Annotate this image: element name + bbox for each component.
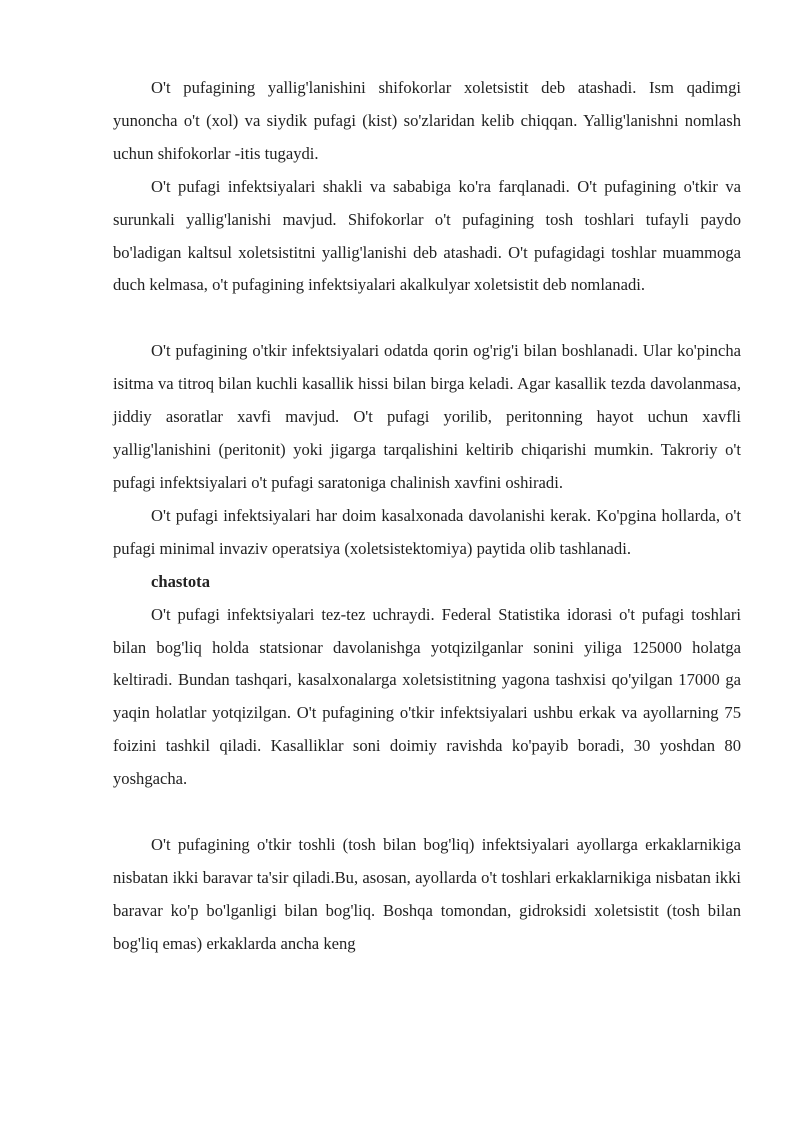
paragraph-types: O't pufagi infektsiyalari shakli va sababiga ko'ra farqlanadi. O't pufagining o'tkir va surunkali yallig'lanishi mavjud. Shifokorlar o't pufagining tosh toshlari tufayli paydo bo'ladigan kaltsul xoletsistitni yallig'lanishi deb atashadi. O't pufagidagi toshlar muammoga duch kelmasa, o't pufagining infektsiyalari akalkulyar xoletsistit deb nomlanadi. [113, 176, 741, 295]
paragraph-gap [113, 302, 741, 335]
paragraph-acute-symptoms: O't pufagining o'tkir infektsiyalari odatda qorin og'rig'i bilan boshlanadi. Ular ko'pincha isitma va titroq bilan kuchli kasallik hissi bilan birga keladi. Agar kasallik tezda davolanmasa, jiddiy asoratlar xavfi mavjud. O't pufagi yorilib, peritonning hayot uchun xavfli yallig'lanishini (peritonit) yoki jigarga tarqalishini keltirib chiqarishi mumkin. Takroriy o't pufagi infektsiyalari o't pufagi saratoniga chalinish xavfini oshiradi. [113, 341, 741, 492]
paragraph-definition: O't pufagining yallig'lanishini shifokorlar xoletsistit deb atashadi. Ism qadimgi yunoncha o't (xol) va siydik pufagi (kist) so'zlaridan kelib chiqqan. Yallig'lanishni nomlash uchun shifokorlar -itis tugaydi. [113, 78, 741, 163]
paragraph-treatment: O't pufagi infektsiyalari har doim kasalxonada davolanishi kerak. Ko'pgina hollarda, o't pufagi minimal invaziv operatsiya (xoletsistektomiya) paytida olib tashlanadi. [113, 505, 741, 558]
paragraph-frequency: O't pufagi infektsiyalari tez-tez uchraydi. Federal Statistika idorasi o't pufagi toshlari bilan bog'liq holda statsionar davolanishga yotqizilganlar sonini yiliga 125000 holatga keltiradi. Bundan tashqari, kasalxonalarga xoletsistitning yagona tashxisi qo'yilgan 17000 ga yaqin holatlar yotqizilgan. O't pufagining o'tkir infektsiyalari ushbu erkak va ayollarning 75 foizini tashkil qiladi. Kasalliklar soni doimiy ravishda ko'payib boradi, 30 yoshdan 80 yoshgacha. [113, 604, 741, 789]
paragraph-gap [113, 796, 741, 829]
section-heading-frequency: chastota [151, 571, 210, 591]
paragraph-gender-difference: O't pufagining o'tkir toshli (tosh bilan bog'liq) infektsiyalari ayollarga erkaklarnikiga nisbatan ikki baravar ta'sir qiladi.Bu, asosan, ayollarda o't toshlari erkaklarnikiga nisbatan ikki baravar ko'p bo'lganligi bilan bog'liq. Boshqa tomondan, gidroksidi xoletsistit (tosh bilan bog'liq emas) erkaklarda ancha keng [113, 835, 741, 953]
document-page [113, 72, 741, 961]
